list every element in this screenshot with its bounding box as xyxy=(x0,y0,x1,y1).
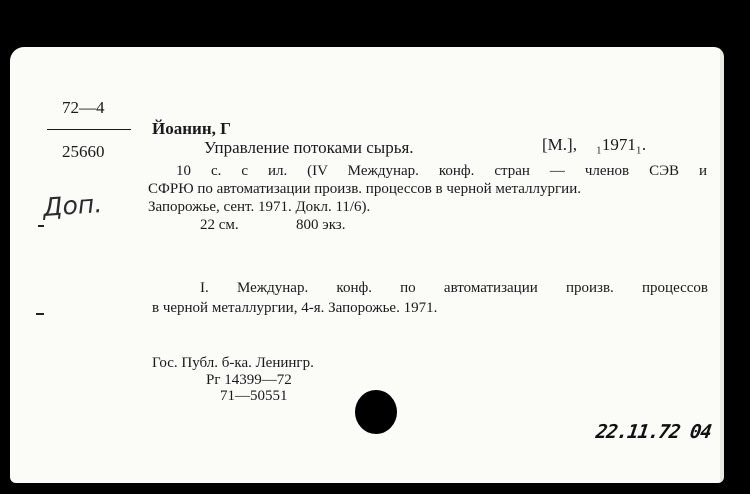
scan-speck xyxy=(36,313,44,315)
description-line-3: Запорожье, сент. 1971. Докл. 11/6). xyxy=(148,199,371,215)
punch-hole xyxy=(355,390,397,434)
tracing-line-2: в черной металлургии, 4-я. Запорожье. 1971. xyxy=(152,300,438,316)
physical-size: 22 см. xyxy=(200,217,239,233)
description-line-2: СФРЮ по автоматизации произв. процессов в черной металлургии. xyxy=(148,181,581,197)
shelf-number: 72—4 xyxy=(62,98,105,117)
library-code-2: 71—50551 xyxy=(220,388,288,404)
catalog-card xyxy=(10,47,724,483)
call-number-divider xyxy=(47,129,131,130)
library-name: Гос. Публ. б-ка. Ленингр. xyxy=(152,355,314,371)
author-heading: Йоанин, Г xyxy=(152,119,231,138)
description-line-1: 10 с. с ил. (IV Междунар. конф. стран — членов СЭВ и xyxy=(176,163,707,179)
tracing-line-1: I. Междунар. конф. по автоматизации произв. процессов xyxy=(200,280,708,296)
publication-place: [М.], xyxy=(542,135,577,154)
handwritten-mark: Доп. xyxy=(42,188,104,223)
publication-year: ₁1971₁. xyxy=(596,135,647,154)
inventory-number: 25660 xyxy=(62,142,105,161)
print-run: 800 экз. xyxy=(296,217,346,233)
library-code-1: Рг 14399—72 xyxy=(206,372,292,388)
date-stamp: 22.11.72 04 xyxy=(594,421,713,443)
scan-speck xyxy=(38,225,44,227)
book-title: Управление потоками сырья. xyxy=(204,138,414,157)
